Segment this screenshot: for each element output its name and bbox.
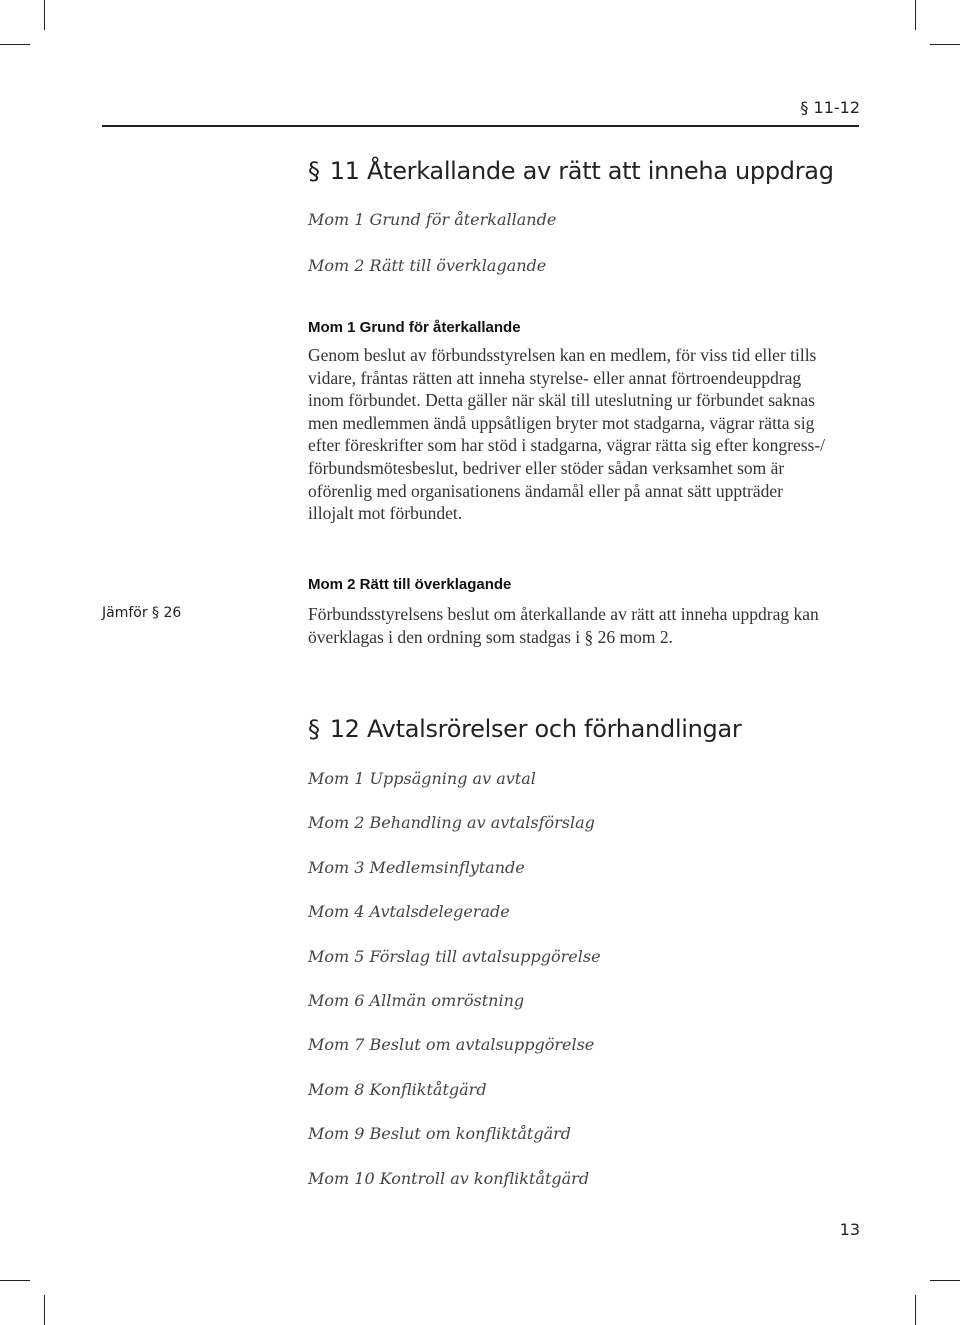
header-section-ref: § 11-12: [800, 98, 860, 117]
crop-mark: [0, 1280, 30, 1281]
toc-item[interactable]: Mom 4 Avtalsdelegerade: [308, 902, 510, 922]
toc-item[interactable]: Mom 5 Förslag till avtalsuppgörelse: [308, 946, 601, 966]
mom1-text: Genom beslut av förbundsstyrelsen kan en medlem, för viss tid eller tills vidare, fråntas rätten att inneha styrelse- eller annat förtroendeuppdrag inom förbundet. Detta gäller när skäl till uteslutning ur förbundet saknas men medlemmen ändå uppsåtligen bryter mot stadgarna, vägrar rätta sig efter föreskrifter som har stöd i stadgarna, vägrar rätta sig efter kongress-/ förbundsmötesbeslut, bedriver eller stöder sådan verksamhet som är oförenlig med organisationens ändamål eller på annat sätt uppträder illojalt mot förbundet.: [308, 345, 826, 524]
crop-mark: [930, 1280, 960, 1281]
mom2-text: Förbundsstyrelsens beslut om återkallande av rätt att inneha uppdrag kan överklagas i den ordning som stadgas i § 26 mom 2.: [308, 604, 819, 647]
section-symbol: §: [308, 715, 320, 743]
toc-item[interactable]: Mom 3 Medlemsinflytande: [308, 857, 525, 877]
toc-item[interactable]: Mom 1 Grund för återkallande: [308, 210, 557, 229]
crop-mark: [915, 0, 916, 30]
toc-item[interactable]: Mom 8 Konfliktåtgärd: [308, 1079, 487, 1099]
crop-mark: [930, 44, 960, 45]
section-11-title-text: 11 Återkallande av rätt att inneha uppdrag: [329, 157, 834, 185]
crop-mark: [44, 1295, 45, 1325]
crop-mark: [915, 1295, 916, 1325]
toc-item[interactable]: Mom 7 Beslut om avtalsuppgörelse: [308, 1035, 595, 1055]
page-number: 13: [839, 1220, 860, 1239]
mom2-heading: Mom 2 Rätt till överklagande: [308, 576, 512, 593]
crop-mark: [44, 0, 45, 30]
toc-item[interactable]: Mom 9 Beslut om konfliktåtgärd: [308, 1124, 571, 1144]
crop-mark: [0, 44, 30, 45]
mom1-heading: Mom 1 Grund för återkallande: [308, 319, 521, 336]
toc-item[interactable]: Mom 6 Allmän omröstning: [308, 990, 525, 1010]
section-12-toc: [308, 769, 601, 1213]
section-11-toc: [308, 210, 556, 302]
cross-reference-note: Jämför § 26: [102, 605, 182, 621]
toc-item[interactable]: Mom 2 Rätt till överklagande: [308, 256, 547, 275]
toc-item[interactable]: Mom 10 Kontroll av konfliktåtgärd: [308, 1168, 590, 1188]
section-symbol: §: [308, 157, 320, 185]
toc-item[interactable]: Mom 2 Behandling av avtalsförslag: [308, 813, 595, 833]
toc-item[interactable]: Mom 1 Uppsägning av avtal: [308, 769, 536, 788]
section-11-title: [308, 157, 834, 185]
section-12-title-text: 12 Avtalsrörelser och förhandlingar: [329, 715, 742, 743]
section-12-title: [308, 715, 741, 743]
header-rule: [102, 125, 859, 127]
